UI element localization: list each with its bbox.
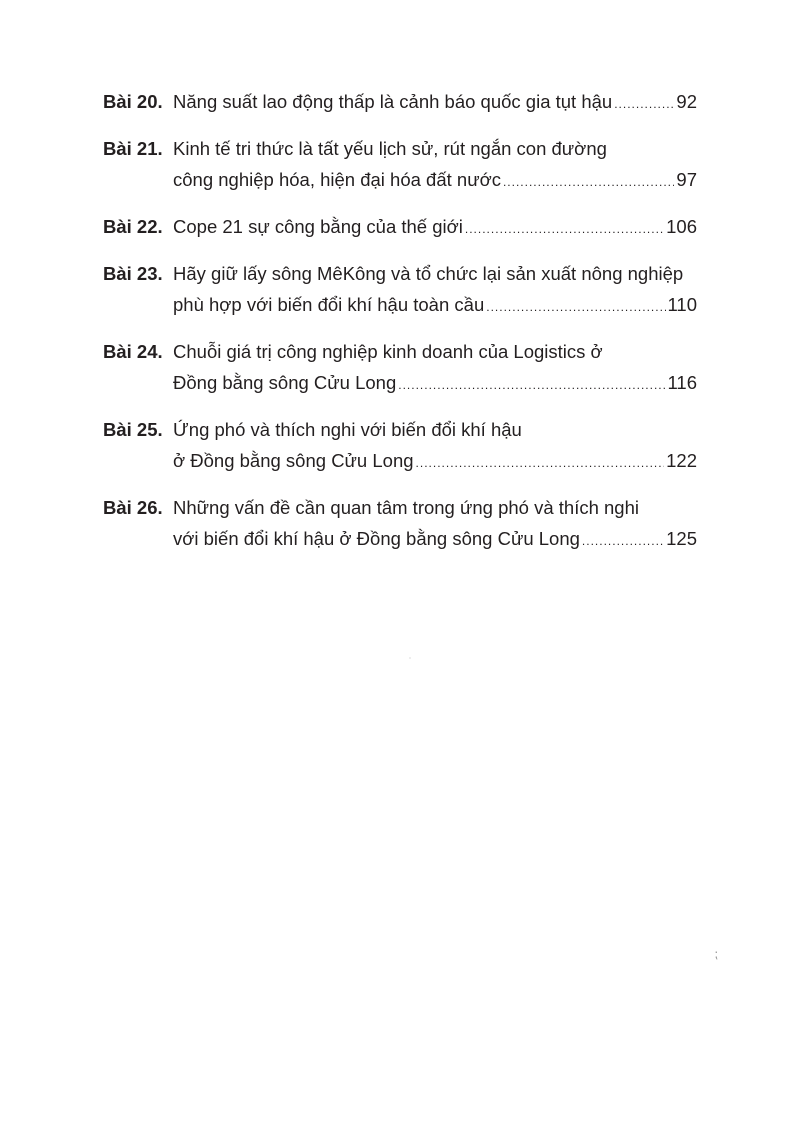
toc-page-number: 110 — [667, 294, 697, 315]
toc-entry-last-line — [173, 289, 697, 320]
toc-entry-text: Hãy giữ lấy sông MêKông và tổ chức lại sản xuất nông nghiệp — [173, 263, 684, 284]
scan-speck: ˈ — [408, 655, 412, 669]
toc-entry-text: Kinh tế tri thức là tất yếu lịch sử, rút ngắn con đường — [173, 138, 607, 159]
dot-leader — [486, 301, 665, 313]
toc-entry-last-line — [173, 367, 697, 398]
toc-entry-title — [173, 86, 697, 117]
toc-page-number: 116 — [667, 372, 697, 393]
toc-entry-number: Bài 21. — [103, 138, 163, 159]
toc-entry-title — [173, 133, 697, 195]
toc-entry-last-line — [173, 445, 697, 476]
toc-entry — [103, 86, 697, 117]
toc-entry-number: Bài 23. — [103, 263, 163, 284]
toc-entry-title — [173, 336, 697, 398]
dot-leader — [416, 457, 665, 469]
toc-entry-title — [173, 211, 697, 242]
toc-entry-text: Những vấn đề cần quan tâm trong ứng phó và thích nghi — [173, 497, 639, 518]
toc-entry-number: Bài 25. — [103, 419, 163, 440]
dot-leader — [465, 223, 664, 235]
dot-leader — [398, 379, 665, 391]
toc-entry-number: Bài 22. — [103, 216, 163, 237]
toc-entry — [103, 414, 697, 476]
table-of-contents — [103, 86, 697, 570]
toc-entry-title — [173, 414, 697, 476]
toc-entry — [103, 492, 697, 554]
toc-entry-text: ở Đồng bằng sông Cửu Long — [173, 450, 414, 471]
toc-entry-last-line — [173, 523, 697, 554]
toc-entry-text: Đồng bằng sông Cửu Long — [173, 372, 397, 393]
toc-entry-text: Cope 21 sự công bằng của thế giới — [173, 216, 463, 237]
toc-entry — [103, 133, 697, 195]
toc-entry-last-line — [173, 86, 697, 117]
toc-entry-text: Chuỗi giá trị công nghiệp kinh doanh của Logistics ở — [173, 341, 603, 362]
dot-leader — [614, 98, 674, 110]
toc-entry-title — [173, 492, 697, 554]
scan-speck: ⁏ — [714, 947, 719, 961]
toc-page-number: 122 — [666, 450, 697, 471]
toc-entry-text: công nghiệp hóa, hiện đại hóa đất nước — [173, 169, 501, 190]
dot-leader — [582, 535, 664, 547]
toc-entry-text: Năng suất lao động thấp là cảnh báo quốc gia tụt hậu — [173, 91, 613, 112]
toc-entry — [103, 336, 697, 398]
toc-page-number: 92 — [676, 91, 697, 112]
toc-page-number: 97 — [676, 169, 697, 190]
toc-entry-title — [173, 258, 697, 320]
toc-entry-number: Bài 24. — [103, 341, 163, 362]
toc-entry-last-line — [173, 164, 697, 195]
dot-leader — [503, 176, 674, 188]
toc-page-number: 125 — [666, 528, 697, 549]
toc-page-number: 106 — [666, 216, 697, 237]
toc-entry-last-line — [173, 211, 697, 242]
toc-entry-text: Ứng phó và thích nghi với biến đổi khí hậu — [173, 419, 522, 440]
toc-entry-text: với biến đổi khí hậu ở Đồng bằng sông Cửu Long — [173, 528, 580, 549]
toc-entry-number: Bài 20. — [103, 91, 163, 112]
toc-entry-number: Bài 26. — [103, 497, 163, 518]
toc-entry — [103, 211, 697, 242]
toc-entry — [103, 258, 697, 320]
toc-entry-text: phù hợp với biến đổi khí hậu toàn cầu — [173, 294, 485, 315]
